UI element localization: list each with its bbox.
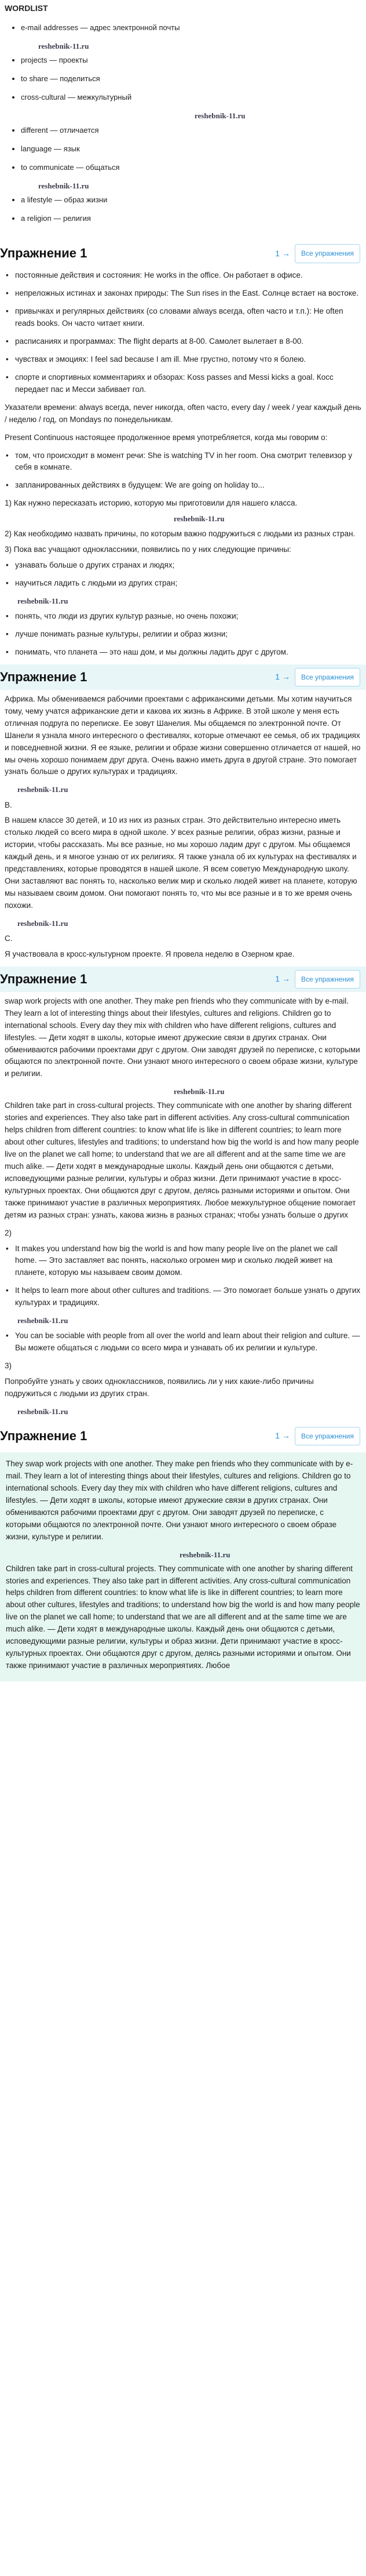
paragraph: Попробуйте узнать у своих одноклассников, появились ли у них какие-либо причины подружиться с людьми из других стран. [5, 1377, 314, 1398]
question-3: 3) Пока вас учащают одноклассники, появились по у них следующие причины: [5, 545, 291, 554]
watermark: reshebnik-11.ru [174, 1087, 225, 1096]
watermark: reshebnik-11.ru [195, 111, 246, 121]
watermark: reshebnik-11.ru [38, 181, 89, 190]
exercise-nav [275, 244, 360, 263]
list-item: • понимать, что планета — это наш дом, и мы должны ладить друг с другом. [0, 646, 366, 659]
question-1: 1) Как нужно пересказать историю, которую мы приготовили для нашего класса. [5, 499, 298, 508]
paragraph: Я участвовала в кросс-культурном проекте. Я провела неделю в Озерном крае. [5, 949, 295, 958]
watermark: reshebnik-11.ru [174, 514, 225, 524]
watermark: reshebnik-11.ru [17, 1316, 68, 1325]
label-c: C. [5, 933, 13, 943]
list-item: • непреложных истинах и законах природы: The Sun rises in the East. Солнце встает на востоке. [0, 288, 366, 300]
watermark: reshebnik-11.ru [17, 785, 68, 794]
all-exercises-button[interactable]: Все упражнения [295, 1427, 360, 1446]
watermark: reshebnik-11.ru [17, 918, 68, 928]
all-exercises-button[interactable]: Все упражнения [295, 244, 360, 263]
list-item: • научиться ладить с людьми из других стран; [0, 577, 366, 590]
list-item: • лучше понимать разные культуры, религии и образ жизни; [0, 628, 366, 641]
paragraph: swap work projects with one another. They make pen friends who they communicate with by e-mail. They learn a lot of interesting things about their lifestyles, cultures and religions. Children go to international schools. Every day they mix with children who have different religions, cultures and lifestyles. — Дети ходят в школы, которые имеют дружеские связи в других странах. Они обмениваются рабочими проектами друг с другом. Они заводят друзей по переписке, с которыми общаются по электронной почте. Они узнают много интересного о своем образе жизни, культуре и религии. [5, 996, 360, 1078]
question-2: 2) Как необходимо назвать причины, по которым важно подружиться с людьми из разных стран. [5, 529, 356, 539]
list-item: • a lifestyle — образ жизни [21, 194, 361, 206]
exercise-title: Упражнение 1 [0, 1429, 87, 1443]
arrow-right-icon: → [281, 248, 290, 258]
list-item: • a religion — религия [21, 213, 361, 224]
label-3: 3) [5, 1361, 12, 1371]
list-item: • спорте и спортивных комментариях и обзорах: Koss passes and Messi kicks a goal. Косс передает пас и Месси забивает гол. [0, 372, 366, 396]
list-item: • to communicate — общаться [21, 162, 361, 173]
list-item: • projects — проекты [21, 55, 361, 66]
wordlist [0, 17, 366, 235]
exercise-number-link[interactable]: 1 → [275, 248, 290, 258]
exercise-number-link[interactable]: 1 → [275, 672, 290, 682]
highlighted-answer [0, 1452, 366, 1681]
paragraph: They swap work projects with one another. They make pen friends who they communicate with by e-mail. They learn a lot of interesting things about their lifestyles, cultures and religions. Children go to international schools. Every day they mix with children who have different religions, cultures and lifestyles. — Дети ходят в школы, которые имеют дружеские связи в других странах. Они обмениваются рабочими проектами друг с другом. Они заводят друзей по переписке, с которыми общаются по электронной почте. Они узнают много интересного о своем образе жизни, культуре и религии. [6, 1459, 353, 1541]
watermark: reshebnik-11.ru [38, 41, 89, 50]
paragraph: Африка. Мы обмениваемся рабочими проектами с африканскими детьми. Мы хотим научиться тому, чему учатся африканские дети и какова их жизнь в Африке. В этой школе у меня есть отличная подруга по переписке. Ее зовут Шанелия. Мы общаемся по электронной почте. От Шанели я узнала много интересного о фестивалях, которые отмечают ее семья, об их традициях и повседневной жизни. Я ее языке, религии и образе жизни совершенно отличается от нашей, но мы очень хорошо понимаем друг друга. Очень важно иметь друга в другой стране. Это помогает узнать больше о других культурах и традициях. [5, 694, 361, 776]
label-b: B. [5, 800, 12, 809]
arrow-right-icon: → [281, 672, 290, 682]
wordlist-title: WORDLIST [5, 3, 48, 13]
exercise-bar [0, 241, 366, 266]
list-item: • You can be sociable with people from all over the world and learn about their religion and culture. — Вы можете общаться с людьми со всего мира и узнавать об их религии и культуре. [0, 1330, 366, 1354]
arrow-right-icon: → [281, 973, 290, 983]
time-markers: Указатели времени: always всегда, never никогда, often часто, every day / week / year каждый день / неделю / год, on Mondays по понедельникам. [5, 402, 361, 424]
list-item: • It makes you understand how big the world is and how many people live on the planet we call home. — Это заставляет вас понять, насколько огромен мир и сколько людей живет на планете, которую мы называем своим домом. [0, 1243, 366, 1280]
list-item: • привычках и регулярных действиях (со словами always всегда, often часто и т.п.): He often reads books. Он часто читает книги. [0, 306, 366, 330]
list-item: • e-mail addresses — адрес электронной почты [21, 22, 361, 34]
exercise-nav [275, 1427, 360, 1446]
list-item: • It helps to learn more about other cultures and traditions. — Это помогает больше узнать о других культурах и традициях. [0, 1285, 366, 1309]
list-item: • узнавать больше о других странах и людях; [0, 559, 366, 572]
exercise-nav [275, 668, 360, 687]
list-item: • понять, что люди из других культур разные, но очень похожи; [0, 611, 366, 623]
list-item: • language — язык [21, 143, 361, 155]
arrow-right-icon: → [281, 1431, 290, 1441]
list-item: • different — отличается [21, 125, 361, 136]
paragraph: В нашем классе 30 детей, и 10 из них из разных стран. Это действительно интересно иметь столько людей со всего мира в одной школе. У всех разные религии, образ жизни, разные и истории, чтобы рассказать. Мы все разные, но мы хорошо ладим друг с другом. Мы общаемся каждый день, и я многое узнаю от их религиях. Я также узнала об их культурах на фестивалях и представлениях, которые проводятся в нашей школе. Я всем советую Международную школу. Они заставляют вас понять то, насколько велик мир и сколько людей живет на планете, которую мы называем своим домом. Они помогают понять то, что мы все разные и в то же время очень похожи. [5, 816, 357, 910]
exercise-bar [0, 664, 366, 690]
all-exercises-button[interactable]: Все упражнения [295, 970, 360, 989]
exercise-title: Упражнение 1 [0, 246, 87, 261]
list-item: • том, что происходит в момент речи: She is watching TV in her room. Она смотрит телевизор у себя в комнате. [0, 450, 366, 474]
label-2: 2) [5, 1228, 12, 1237]
exercise-bar [0, 967, 366, 992]
watermark: reshebnik-11.ru [17, 597, 68, 606]
watermark: reshebnik-11.ru [17, 1407, 68, 1416]
exercise-title: Упражнение 1 [0, 971, 87, 986]
exercise-bar [0, 1423, 366, 1449]
exercise-number-link[interactable]: 1 → [275, 973, 290, 983]
exercise-nav [275, 970, 360, 989]
paragraph: Children take part in cross-cultural projects. They communicate with one another by sharing different stories and experiences. They also take part in different activities. Any cross-cultural communication helps children from different countries: to know what life is like in different countries; to learn more about other cultures, lifestyles and traditions; to understand how big the world is and how many people live on the planet we call home; to understand that we are all different and at the same time we are much alike. — Дети ходят в международные школы. Каждый день они общаются с детьми, исповедующими разные религии, культуры и образ жизни. Дети принимают участие в кросс-культурных проектах. Они общаются друг с другом, делясь разными историями и опытом. Они также принимают участие в различных мероприятиях. Любое [6, 1564, 360, 1670]
present-continuous-intro: Present Continuous настоящее продолженное время употребляется, когда мы говорим о: [5, 433, 328, 442]
list-item: • постоянные действия и состояния: He works in the office. Он работает в офисе. [0, 270, 366, 282]
paragraph: Children take part in cross-cultural projects. They communicate with one another by sharing different stories and experiences. They also take part in different activities. Any cross-cultural communication helps children from different countries: to know what life is like in different countries; to learn more about other cultures, lifestyles and traditions; to understand how big the world is and how many people live on the planet we call home; to understand that we are all different and at the same time we are much alike. — Дети ходят в международные школы. Каждый день они общаются с детьми, исповедующими разные религии, культуры и образ жизни. Дети принимают участие в кросс-культурных проектах. Они общаются друг с другом, делясь разными историями и опытом. Они также принимают участие в различных мероприятиях. Любое межкультурное общение помогает детям из разных стран: узнать, какова жизнь в разных странах; чтобы узнать больше о других [5, 1101, 359, 1219]
all-exercises-button[interactable]: Все упражнения [295, 668, 360, 687]
exercise-title: Упражнение 1 [0, 669, 87, 684]
list-item: • расписаниях и программах: The flight departs at 8-00. Самолет вылетает в 8-00. [0, 336, 366, 348]
list-item: • cross-cultural — межкультурный [21, 92, 361, 103]
exercise-number-link[interactable]: 1 → [275, 1431, 290, 1441]
list-item: • to share — поделиться [21, 73, 361, 85]
list-item: • чувствах и эмоциях: I feel sad because I am ill. Мне грустно, потому что я болею. [0, 354, 366, 366]
list-item: • запланированных действиях в будущем: We are going on holiday to... [0, 479, 366, 492]
watermark: reshebnik-11.ru [180, 1550, 230, 1559]
